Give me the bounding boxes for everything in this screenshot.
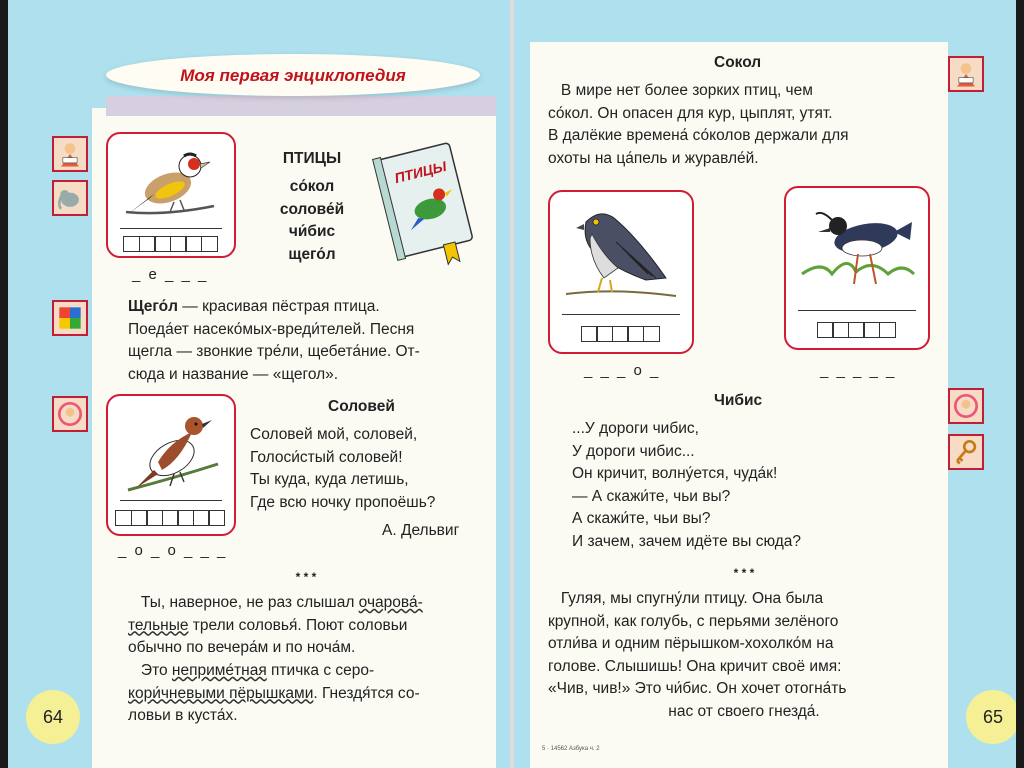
- birds-book-illustration: [370, 130, 480, 270]
- pattern-nightingale: _ о _ о _ _ _: [118, 542, 228, 559]
- nightingale-paragraph-1: Ты, наверное, не раз слышал очарова́- тельные трели соловья́. Поют соловьи обычно по вечера́м и по ноча́м.: [128, 594, 423, 656]
- bird-word: щего́л: [288, 245, 336, 263]
- left-page: [8, 0, 510, 768]
- birds-heading: ПТИЦЫ: [282, 150, 342, 167]
- puzzle-icon: [52, 300, 88, 336]
- nightingale-poem: Соловей мой, соловей, Голоси́стый соловей! Ты куда, куда летишь, Где всю ночку пропоёшь?: [250, 426, 436, 511]
- answer-boxes: [786, 322, 928, 338]
- page-number-left: 64: [26, 690, 80, 744]
- falcon-title: Сокол: [714, 54, 762, 71]
- lapwing-image: [792, 194, 922, 302]
- section-stars: * * *: [295, 570, 317, 584]
- girl-reading-icon: [948, 56, 984, 92]
- lapwing-title: Чибис: [714, 392, 763, 409]
- goldfinch-card: [106, 132, 236, 258]
- section-stars: * * *: [733, 566, 755, 580]
- reading-circle-icon: [948, 388, 984, 424]
- book-label: ПТИЦЫ: [392, 157, 449, 187]
- answer-boxes: [108, 510, 234, 526]
- key-icon: [948, 434, 984, 470]
- right-page: [514, 0, 1016, 768]
- bird-word: чи́бис: [288, 223, 336, 240]
- poem-author: А. Дельвиг: [382, 522, 460, 539]
- nightingale-image: [114, 402, 228, 498]
- encyclopedia-banner: [106, 54, 480, 96]
- lapwing-poem: ...У дороги чибис, У дороги чибис... Он кричит, волну́ется, чуда́к! — А скажи́те, чьи вы? А скажи́те, чьи вы? И зачем, зачем идёте вы сюда?: [572, 420, 802, 550]
- nightingale-card: [106, 394, 236, 536]
- pattern-lapwing: _ _ _ _ _: [820, 362, 897, 379]
- falcon-card: [548, 190, 694, 354]
- answer-boxes: [108, 236, 234, 252]
- falcon-image: [556, 198, 686, 306]
- answer-boxes: [550, 326, 692, 342]
- page-number-right: 65: [966, 690, 1016, 744]
- falcon-paragraph: В мире нет более зорких птиц, чем со́кол. Он опасен для кур, цыплят, утят. В далёкие времена́ со́колов держали для охоты на ца́пель и журавле́й.: [548, 82, 849, 167]
- goldfinch-paragraph: Щего́л — красивая пёстрая птица. Поеда́ет насеко́мых-вреди́телей. Песня щегла — звонкие тре́ли, щебета́ние. От- сюда и название — «щегол».: [128, 298, 420, 383]
- bird-word: солове́й: [279, 200, 345, 218]
- girl-reading-icon: [52, 136, 88, 172]
- banner-shadow: [106, 96, 496, 116]
- bird-word: со́кол: [289, 178, 335, 195]
- nightingale-title: Соловей: [328, 398, 395, 415]
- reading-circle-icon: [52, 396, 88, 432]
- goldfinch-image: [114, 140, 228, 226]
- bird-words-list: [248, 176, 376, 266]
- pattern-goldfinch: _ е _ _ _: [132, 266, 209, 283]
- print-footer: 5 · 14562 Азбука ч. 2: [542, 746, 600, 752]
- lapwing-card: [784, 186, 930, 350]
- pattern-falcon: _ _ _ о _: [584, 362, 661, 379]
- nightingale-paragraph-2: Это неприме́тная птичка с серо- кори́чневыми пёрышками. Гнездя́тся со- ловьи в куста́х.: [128, 662, 420, 724]
- elephant-icon: [52, 180, 88, 216]
- banner-title: Моя первая энциклопедия: [180, 66, 406, 85]
- lapwing-paragraph: Гуляя, мы спугну́ли птицу. Она была крупной, как голубь, с перьями зелёного отли́ва и одним пёрышком-хохолко́м на голове. Слышишь! Она кричит своё имя: «Чив, чив!» Это чи́бис. Он хочет отогна́ть нас от своего гнезда́.: [548, 590, 847, 720]
